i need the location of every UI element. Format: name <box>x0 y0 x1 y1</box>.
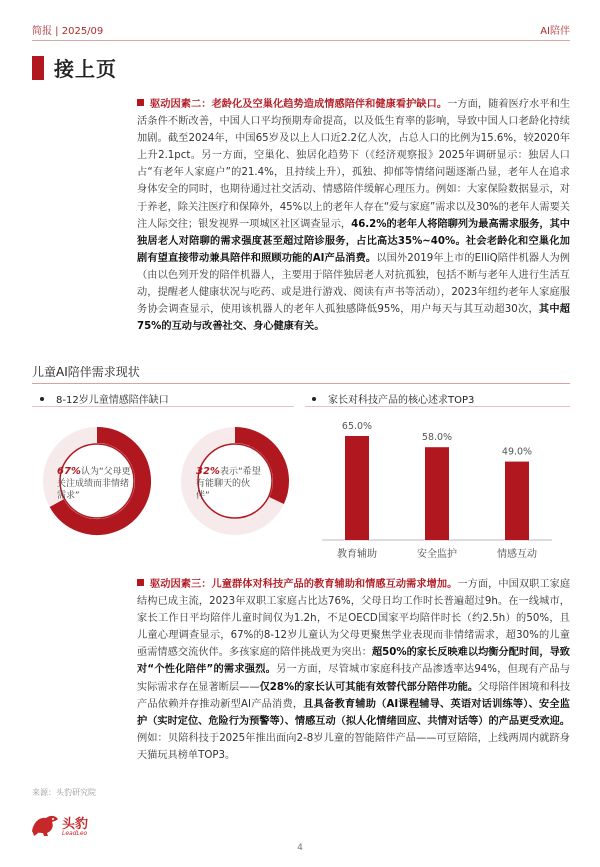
driver-three-heading: 驱动因素三：儿童群体对科技产品的教育辅助和情感互动需求增加。 <box>150 579 458 590</box>
driver-three-bold-1: 超50%的家长反映难以均衡分配时间，导致对“个性化陪伴”的需求强烈。 <box>137 647 570 676</box>
source-note: 来源：头豹研究院 <box>32 788 96 797</box>
logo-subtext: LeadLeo <box>62 830 88 837</box>
driver-three-bold-3: 且具备教育辅助（AI课程辅导、英语对话训练等）、安全监护（实时定位、危险行为预警等）、情感互动（拟人化情绪回应、共情对话等）的产品更受欢迎。 <box>137 698 570 727</box>
driver-three-bold-2: 仅28%的家长认可其能有效替代部分陪伴功能。 <box>259 681 479 693</box>
bar-1-category-label: 教育辅助 <box>337 549 377 560</box>
page-title: 接上页 <box>54 57 117 81</box>
donut-1-text: 认为“父母更关注成绩而非情绪需求” <box>57 467 131 501</box>
driver-three-text-1: 一方面，中国双职工家庭结构已成主流，2023年双职工家庭占比达76%，父母日均工作时长普遍超过9h。在一线城市，家长工作日平均陪伴儿童时间仅为1.2h，不足OECD国家平均陪伴时长（约2.5h）的50%，且儿童心理调查显示，67%的8-12岁儿童认为父母更聚焦学业表现而非情绪需求，超30%的儿童亟需情感交流伙伴。多孩家庭的陪伴挑战更为突出： <box>137 579 571 659</box>
driver-three-paragraph <box>137 576 570 764</box>
bar-2-category-label: 安全监护 <box>417 549 457 560</box>
left-panel-title: 8-12岁儿童情感陪伴缺口 <box>40 391 169 406</box>
bar-3-category-label: 情感互动 <box>497 549 537 560</box>
bar-2 <box>425 447 449 540</box>
right-panel-title: 家长对科技产品的核心述求TOP3 <box>312 391 474 406</box>
bar-3 <box>505 462 529 540</box>
bar-2-value-label: 58.0% <box>421 432 453 444</box>
square-bullet-icon <box>137 579 144 586</box>
driver-three-text-3: 父母陪伴困境和科技产品依赖并存推动新型AI产品消费， <box>137 681 571 710</box>
section-title: 儿童AI陪伴需求现状 <box>32 365 140 379</box>
header-date: 简报 | 2025/09 <box>32 26 104 37</box>
driver-two-text-2: 以国外2019年上市的ElliQ陪伴机器人为例（由以色列开发的陪伴机器人，主要用于陪伴独居老人对抗孤独，包括不断与老年人进行生活互动，提醒老人健康状况与吃药、或是进行游戏、阅读有声书等活动），2023年纽约老年人家庭服务协会调查显示，使用该机器人的老年人孤独感降低95%，用户每天与其互动超30次， <box>137 252 570 316</box>
driver-two-text-1: 一方面，随着医疗水平和生活条件不断改善，中国人口平均预期寿命提高，以及低生育率的影响，导致中国人口老龄化持续加剧。截至2024年，中国65岁及以上人口近2.2亿人次，占总人口的比例为15.6%，较2020年上升2.1pct。另一方面，空巢化、独居化趋势下（《经济观察报》2025年调研显示：独居人口占“有老年人家庭户”的21.4%，且持续上升），孤独、抑郁等情绪问题逐渐凸显，老年人在追求身体安全的同时，也期待通过社交活动、情感陪伴缓解心理压力。例如：大家保险数据显示，对于养老，除关注医疗和保障外，45%以上的老年人存在“爱与家庭”需求以及30%的老年人需要关注人际交往；银发视界一项城区社区调查显示， <box>137 99 571 230</box>
bar-3-value-label: 49.0% <box>501 446 533 458</box>
donut-1-label <box>57 466 132 502</box>
donut-1-percent: 67% <box>57 466 81 477</box>
bar-1 <box>345 436 369 540</box>
header-topic: AI陪伴 <box>540 26 570 37</box>
driver-two-heading: 驱动因素二：老龄化及空巢化趋势造成情感陪伴和健康看护缺口。 <box>150 99 448 110</box>
driver-two-bold-2: 其中超75%的互动与改善社交、身心健康有关。 <box>137 304 570 333</box>
donut-2-text: 表示“希望有能聊天的伙伴” <box>196 467 261 501</box>
leopard-logo-icon <box>30 811 60 837</box>
page-number: 4 <box>297 843 303 853</box>
bar-1-value-label: 65.0% <box>341 421 373 432</box>
driver-three-text-2: 另一方面，尽管城市家庭科技产品渗透率达94%，但现有产品与实际需求存在显著断层—— <box>137 664 571 693</box>
donut-2-percent: 32% <box>196 466 220 477</box>
driver-two-bold-1: 46.2%的老年人将陪聊列为最高需求服务，其中独居老人对陪聊的需求强度甚至超过陪诊服务，占比高达35%~40%。社会老龄化和空巢化加剧有望直接带动兼具陪伴和照顾功能的AI产品消费。 <box>137 218 570 264</box>
donut-2-label <box>196 466 262 502</box>
logo-text: 头豹 <box>62 817 89 832</box>
driver-three-text-4: 例如：贝陪科技于2025年推出面向2-8岁儿童的智能陪伴产品——可豆陪陪，上线两周内就跻身天猫玩具榜单TOP3。 <box>137 732 570 761</box>
